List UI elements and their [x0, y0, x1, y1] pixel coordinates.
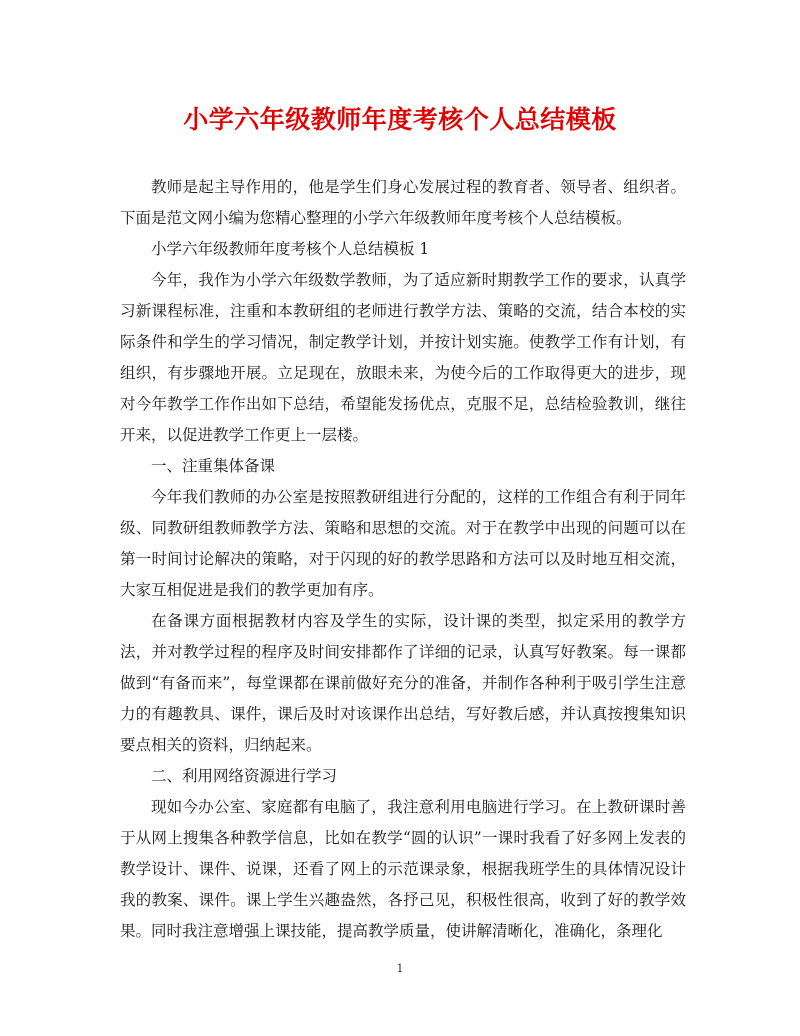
section-1-paragraph-1: 今年我们教师的办公室是按照教研组进行分配的，这样的工作组合有利于同年级、同教研组教师教学方法、策略和思想的交流。对于在教学中出现的问题可以在第一时间讨论解决的策略，对于闪现的好的教学思路和方法可以及时地互相交流，大家互相促进是我们的教学更加有序。 — [120, 488, 686, 599]
document-title: 小学六年级教师年度考核个人总结模板 — [183, 105, 617, 134]
section-heading-2: 二、利用网络资源进行学习 — [151, 767, 338, 785]
document-body — [120, 172, 686, 947]
summary-paragraph: 今年，我作为小学六年级数学教师，为了适应新时期教学工作的要求，认真学习新课程标准，注重和本教研组的老师进行教学方法、策略的交流，结合本校的实际条件和学生的学习情况，制定教学计划，并按计划实施。使教学工作有计划，有组织，有步骤地开展。立足现在，放眼未来，为使今后的工作取得更大的进步，现对今年教学工作作出如下总结，希望能发扬优点，克服不足，总结检验教训，继往开来，以促进教学工作更上一层楼。 — [120, 271, 686, 444]
page-number: 1 — [396, 962, 404, 975]
template-heading: 小学六年级教师年度考核个人总结模板 1 — [151, 240, 430, 258]
section-2-paragraph-1: 现如今办公室、家庭都有电脑了，我注意利用电脑进行学习。在上教研课时善于从网上搜集各种教学信息，比如在教学“圆的认识”一课时我看了好多网上发表的教学设计、课件、说课，还看了网上的示范课录象，根据我班学生的具体情况设计我的教案、课件。课上学生兴趣盎然，各抒己见，积极性很高，收到了好的教学效果。同时我注意增强上课技能，提高教学质量，使讲解清晰化，准确化，条理化 — [120, 798, 686, 940]
section-heading-1: 一、注重集体备课 — [151, 457, 276, 475]
intro-paragraph: 教师是起主导作用的，他是学生们身心发展过程的教育者、领导者、组织者。下面是范文网小编为您精心整理的小学六年级教师年度考核个人总结模板。 — [120, 178, 686, 227]
section-1-paragraph-2: 在备课方面根据教材内容及学生的实际，设计课的类型，拟定采用的教学方法，并对教学过程的程序及时间安排都作了详细的记录，认真写好教案。每一课都做到“有备而来”，每堂课都在课前做好充分的准备，并制作各种利于吸引学生注意力的有趣教具、课件，课后及时对该课作出总结，写好教后感，并认真按搜集知识要点相关的资料，归纳起来。 — [120, 612, 686, 754]
